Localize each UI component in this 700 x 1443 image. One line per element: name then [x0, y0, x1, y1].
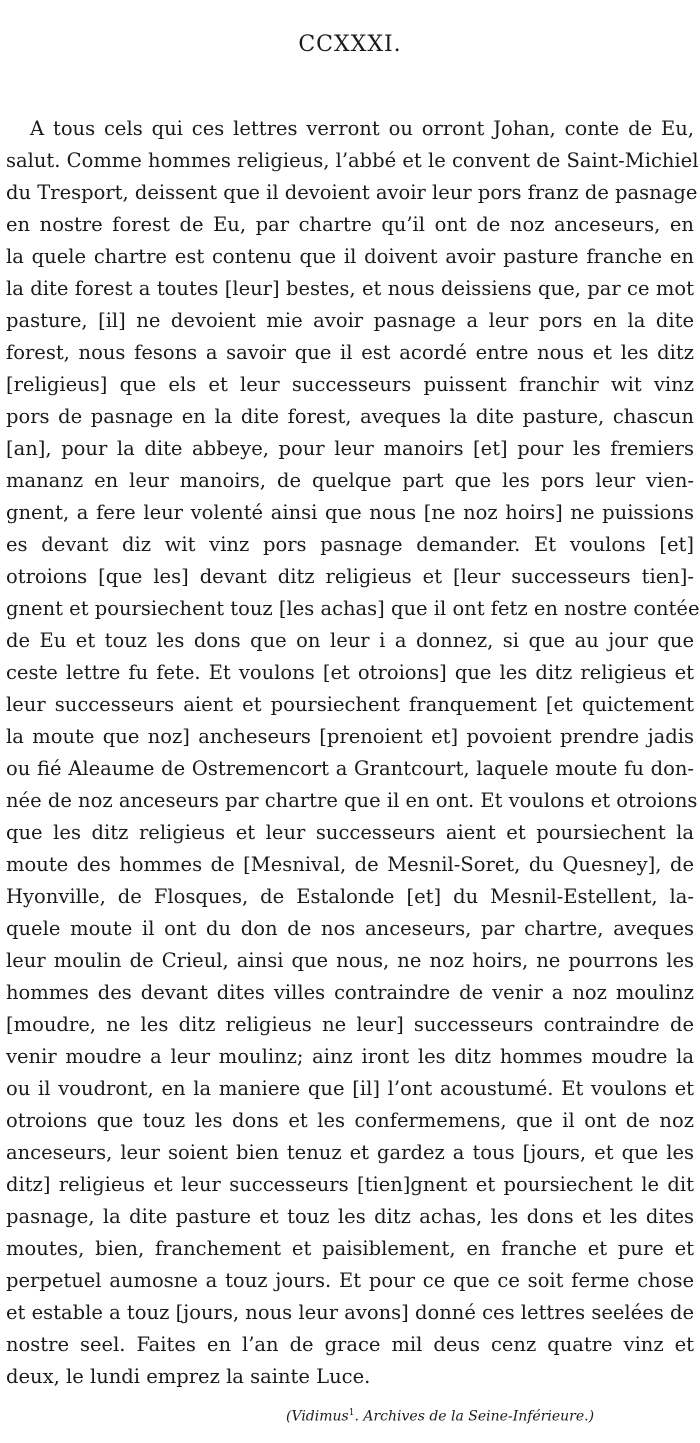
text-line: anceseurs, leur soient bien tenuz et gardez a tous [jours, et que les	[6, 1141, 694, 1164]
text-line: la moute que noz] ancheseurs [prenoient et] povoient prendre jadis	[6, 725, 694, 748]
text-line: venir moudre a leur moulinz; ainz iront les ditz hommes moudre la	[6, 1045, 694, 1068]
text-line: [an], pour la dite abbeye, pour leur manoirs [et] pour les fremiers	[6, 437, 694, 460]
text-line: ou il voudront, en la maniere que [il] l’ont acoustumé. Et voulons et	[6, 1077, 694, 1100]
text-line: que les ditz religieus et leur successeurs aient et poursiechent la	[6, 821, 694, 844]
text-line: pasture, [il] ne devoient mie avoir pasnage a leur pors en la dite	[6, 309, 694, 332]
text-line: forest, nous fesons a savoir que il est acordé entre nous et les ditz	[6, 341, 694, 364]
footnote-mark: 1	[348, 1408, 355, 1418]
text-line: mananz en leur manoirs, de quelque part que les pors leur vien-	[6, 469, 694, 492]
text-line: [moudre, ne les ditz religieus ne leur] successeurs contraindre de	[6, 1013, 694, 1036]
text-line: la quele chartre est contenu que il doivent avoir pasture franche en	[6, 245, 694, 268]
source-citation: (Vidimus$^1$. Archives de la Seine-Inférieure.)	[286, 1408, 595, 1425]
text-line: moutes, bien, franchement et paisiblement, en franche et pure et	[6, 1237, 694, 1260]
text-line: perpetuel aumosne a touz jours. Et pour ce que ce soit ferme chose	[6, 1269, 694, 1292]
document-page	[6, 0, 700, 1443]
text-line: née de noz anceseurs par chartre que il en ont. Et voulons et otroions	[6, 789, 698, 812]
text-line: otroions que touz les dons et les confermemens, que il ont de noz	[6, 1109, 694, 1132]
text-line: salut. Comme hommes religieus, l’abbé et le convent de Saint-Michiel	[6, 149, 699, 172]
text-line: pasnage, la dite pasture et touz les ditz achas, les dons et les dites	[6, 1205, 694, 1228]
text-line: moute des hommes de [Mesnival, de Mesnil-Soret, du Quesney], de	[6, 853, 694, 876]
text-line: es devant diz wit vinz pors pasnage demander. Et voulons [et]	[6, 533, 694, 556]
text-line: nostre seel. Faites en l’an de grace mil deus cenz quatre vinz et	[6, 1333, 694, 1356]
text-line: et estable a touz [jours, nous leur avons] donné ces lettres seelées de	[6, 1301, 694, 1324]
charter-number: CCXXXI.	[298, 32, 402, 57]
text-line: leur moulin de Crieul, ainsi que nous, ne noz hoirs, ne pourrons les	[6, 949, 694, 972]
source-archive: . Archives de la Seine-Inférieure.	[354, 1408, 589, 1425]
text-line: deux, le lundi emprez la sainte Luce.	[6, 1365, 371, 1388]
text-line: ceste lettre fu fete. Et voulons [et otroions] que les ditz religieus et	[6, 661, 694, 684]
source-vidimus: Vidimus	[291, 1408, 349, 1425]
text-line: ou fié Aleaume de Ostremencort a Grantcourt, laquele moute fu don-	[6, 757, 694, 780]
text-line: gnent et poursiechent touz [les achas] que il ont fetz en nostre contée	[6, 597, 700, 620]
charter-text	[6, 113, 700, 1393]
text-line: gnent, a fere leur volenté ainsi que nous [ne noz hoirs] ne puissions	[6, 501, 694, 524]
text-line: A tous cels qui ces lettres verront ou orront Johan, conte de Eu,	[30, 117, 694, 140]
text-line: [religieus] que els et leur successeurs puissent franchir wit vinz	[6, 373, 694, 396]
text-line: hommes des devant dites villes contraindre de venir a noz moulinz	[6, 981, 694, 1004]
text-line: quele moute il ont du don de nos anceseurs, par chartre, aveques	[6, 917, 694, 940]
text-line: la dite forest a toutes [leur] bestes, et nous deissiens que, par ce mot	[6, 277, 694, 300]
text-line: en nostre forest de Eu, par chartre qu’il ont de noz anceseurs, en	[6, 213, 694, 236]
text-line: ditz] religieus et leur successeurs [tien]gnent et poursiechent le dit	[6, 1173, 694, 1196]
text-line: pors de pasnage en la dite forest, aveques la dite pasture, chascun	[6, 405, 694, 428]
text-line: leur successeurs aient et poursiechent franquement [et quictement	[6, 693, 694, 716]
text-line: du Tresport, deissent que il devoient avoir leur pors franz de pasnage	[6, 181, 698, 204]
text-line: Hyonville, de Flosques, de Estalonde [et] du Mesnil-Estellent, la-	[6, 885, 694, 908]
text-line: otroions [que les] devant ditz religieus et [leur successeurs tien]-	[6, 565, 694, 588]
text-line: de Eu et touz les dons que on leur i a donnez, si que au jour que	[6, 629, 694, 652]
